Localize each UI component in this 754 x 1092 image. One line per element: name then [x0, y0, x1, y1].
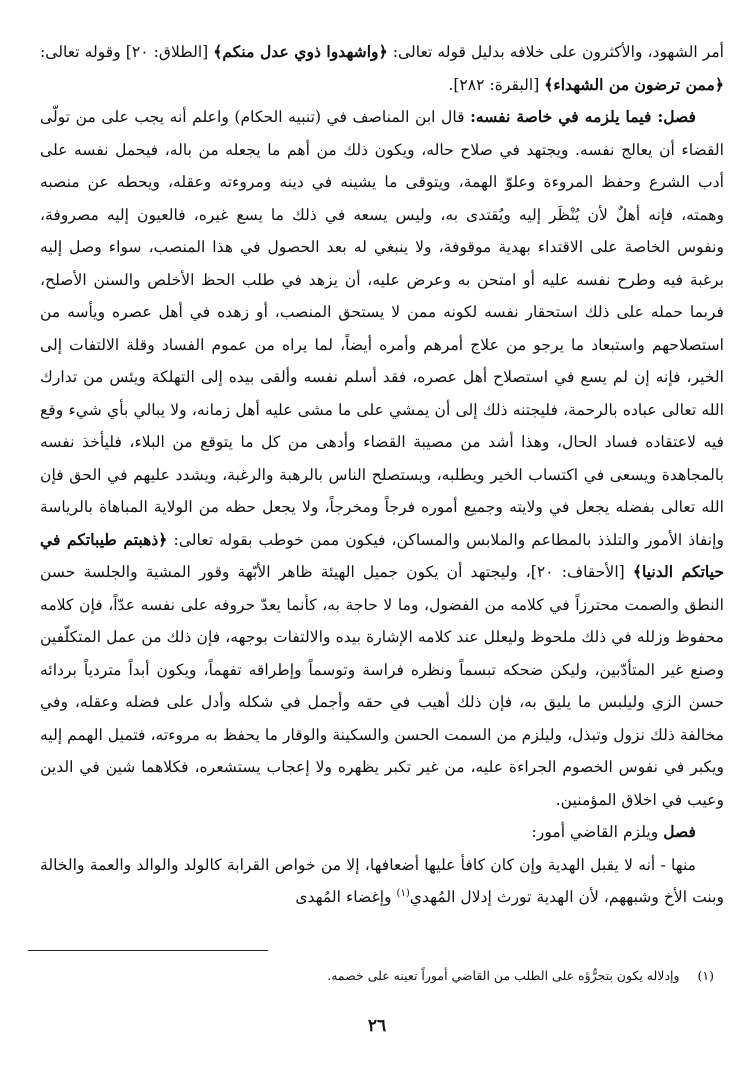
bold-run: فصل — [663, 822, 696, 841]
text-run: [البقرة: ٢٨٢]. — [448, 75, 545, 94]
main-text — [40, 36, 724, 914]
text-run: [الأحقاف: ٢٠]، وليجتهد أن يكون جميل الهيئة ظاهر الأبّهة وقور المشية والجلسة حسن النطق والصمت محترزاً في كلامه من الفضول، وما لا حاجة به، كأنما يعدّ حروفه على نفسه عدّاً، فإن كلامه محفوظ وزلله في ذلك ملحوظ وليعلل عند كلامه الإشارة بيده والالتفات بوجهه، فإن ذلك من عمل المتكلّفين وصنع غير المتأدّبين، وليكن ضحكه تبسماً ونظره فراسة وتوسماً وإطراقه تفهماً، ويكون أبداً متردياً بردائه حسن الزي وليلبس ما يليق به، فإن ذلك أهيب في حقه وأجمل في شكله وأدل على فضله وعقله، وفي مخالفة ذلك نزول وتبذل، وليلزم من السمت الحسن والسكينة والوقار ما يحفظ به مروءته، فتميل الهمم إليه ويكبر في نفوس الخصوم الجراءة عليه، من غير تكبر يظهره ولا إعجاب يستشعره، فكلاهما شين في الدين وعيب في اخلاق المؤمنين. — [40, 563, 724, 809]
bold-run: ﴿ذهبتم طيباتكم في حياتكم الدنيا﴾ — [40, 529, 725, 581]
paragraph-p2 — [40, 101, 724, 816]
text-run: منها - أنه لا يقبل الهدية وإن كان كافأ عليها أضعافها، إلا من خواص القرابة كالولد والوالد والعمة والخالة وبنت الأخ وشبههم، لأن الهدية تورث إدلال المُهدي — [40, 855, 724, 906]
bold-run: ﴿ممن ترضون من الشهداء﴾ — [544, 74, 724, 94]
footnote-number: (١) — [697, 968, 714, 983]
bold-run: ﴿واشهدوا ذوي عدل منكم﴾ — [213, 42, 388, 61]
text-run: [الطلاق: ٢٠] وقوله تعالى: — [40, 43, 214, 61]
text-run: وإغضاء المُهدى — [295, 888, 397, 906]
paragraph-p3 — [40, 816, 724, 849]
text-run: قال ابن المناصف في (تنبيه الحكام) واعلم أنه يجب على من تولّى القضاء أن يعالج نفسه. ويجتهد في صلاح حاله، ويكون ذلك من أهم ما يجعله من باله، فيحمل نفسه على أدب الشرع وحفظ المروءة وعلوّ الهمة، ويتوقى ما يشينه في دينه ومروءته وعقله، ويحطه عن منصبه وهمته، فإنه أهلٌ لأن يُنْظَر إليه ويُقتدى به، وليس يسعه في ذلك ما يسع غيره، فالعيون إليه مصروفة، ونفوس الخاصة على الاقتداء بهدية موقوفة، ولا ينبغي له بعد الحصول في هذا المنصب، سواء وصل إليه برغبة فيه وطرح نفسه عليه أو امتحن به وعرض عليه، أن يزهد في طلب الحظ الأخلص والسنن الأصلح، فربما حمله على ذلك استحقار نفسه لكونه ممن لا يستحق المنصب، أو زهده في أهل عصره ويأسه من استصلاحهم واستبعاد ما يرجو من علاج أمرهم وأمره أيضاً، لما يراه من عموم الفساد وقلة الالتفات إلى الخير، فإنه إن لم يسع في استصلاح أهل عصره، فقد أسلم نفسه وألقى بيده إلى التهلكة ويئس من تدارك الله تعالى عباده بالرحمة، فليجتنه ذلك إلى أن يمشي على ما مشى عليه أهل زمانه، ولا يبالي بأي شيء وقع فيه لاعتقاده فساد الحال، وهذا أشد من مصيبة القضاء وأدهى من كل ما يتوقع من البلاء، فليأخذ نفسه بالمجاهدة ويسعى في اكتساب الخير ويطلبه، ويستصلح الناس بالرهبة والرغبة، ويشدد عليهم في الحق فإن الله تعالى بفضله يجعل في ولايته وجميع أموره فرجاً ومخرجاً، ولا يجعل حظه من الولاية المباهاة بالرياسة وإنفاذ الأمور والتلذذ بالمطاعم والملابس والمساكن، فيكون ممن خوطب بقوله تعالى: — [40, 108, 725, 549]
text-run: ويلزم القاضي أمور: — [531, 823, 664, 841]
footnote-divider — [28, 950, 268, 951]
footnote — [74, 968, 714, 983]
paragraph-p4 — [40, 849, 724, 914]
paragraph-p1 — [40, 36, 724, 101]
page-number: ٢٦ — [367, 1016, 387, 1036]
text-run: أمر الشهود، والأكثرون على خلافه بدليل قوله تعالى: — [387, 43, 725, 61]
footnote-text: وإدلاله يكون بتجرُّؤه على الطلب من القاضي أموراً تعينه على خصمه. — [327, 968, 680, 983]
footnote-marker: (١) — [396, 887, 410, 899]
bold-run: فصل: فيما يلزمه في خاصة نفسه: — [470, 107, 696, 126]
